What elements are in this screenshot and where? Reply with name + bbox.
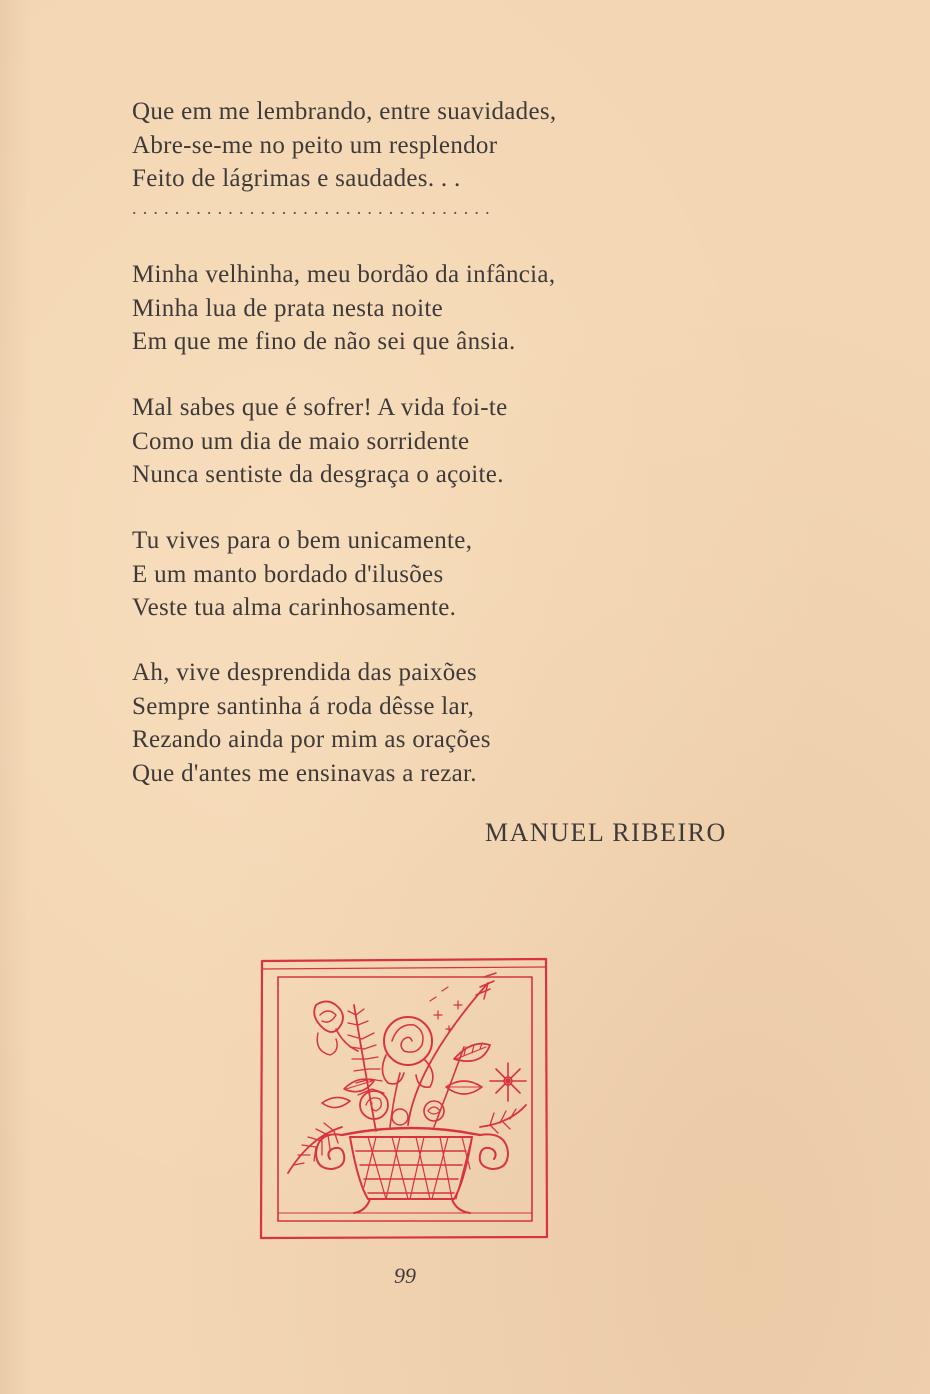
verse-line: Abre-se-me no peito um resplendor <box>132 131 498 159</box>
stanza-4 <box>132 524 472 625</box>
flower-basket-icon <box>258 955 550 1241</box>
verse-line: Sempre santinha á roda dêsse lar, <box>132 692 475 720</box>
verse-line: Mal sabes que é sofrer! A vida foi-te <box>132 394 508 421</box>
verse-line: Em que me fino de não sei que ânsia. <box>132 328 516 355</box>
stanza-5 <box>132 656 491 790</box>
verse-line: E um manto bordado d'ilusões <box>132 560 444 588</box>
verse-line: Minha velhinha, meu bordão da infância, <box>132 261 556 288</box>
verse-line: Que d'antes me ensinavas a rezar. <box>132 759 477 787</box>
verse-line: Tu vives para o bem unicamente, <box>132 527 473 554</box>
verse-line: Que em me lembrando, entre suavidades, <box>132 98 557 125</box>
stanza-1 <box>132 95 556 196</box>
author-signature: MANUEL RIBEIRO <box>485 818 727 847</box>
verse-line: Nunca sentiste da desgraça o açoite. <box>132 461 504 488</box>
verse-line: Rezando ainda por mim as orações <box>132 726 491 753</box>
verse-line: Como um dia de maio sorridente <box>132 427 470 455</box>
dotted-separator: .................................. <box>132 198 496 218</box>
stanza-3 <box>132 391 508 492</box>
stanza-2 <box>132 258 555 359</box>
verse-line: Feito de lágrimas e saudades. . . <box>132 165 461 192</box>
verse-line: Veste tua alma carinhosamente. <box>132 594 457 621</box>
verse-line: Minha lua de prata nesta noite <box>132 294 443 322</box>
page-number: 99 <box>394 1263 416 1288</box>
verse-line: Ah, vive desprendida das paixões <box>132 659 477 686</box>
